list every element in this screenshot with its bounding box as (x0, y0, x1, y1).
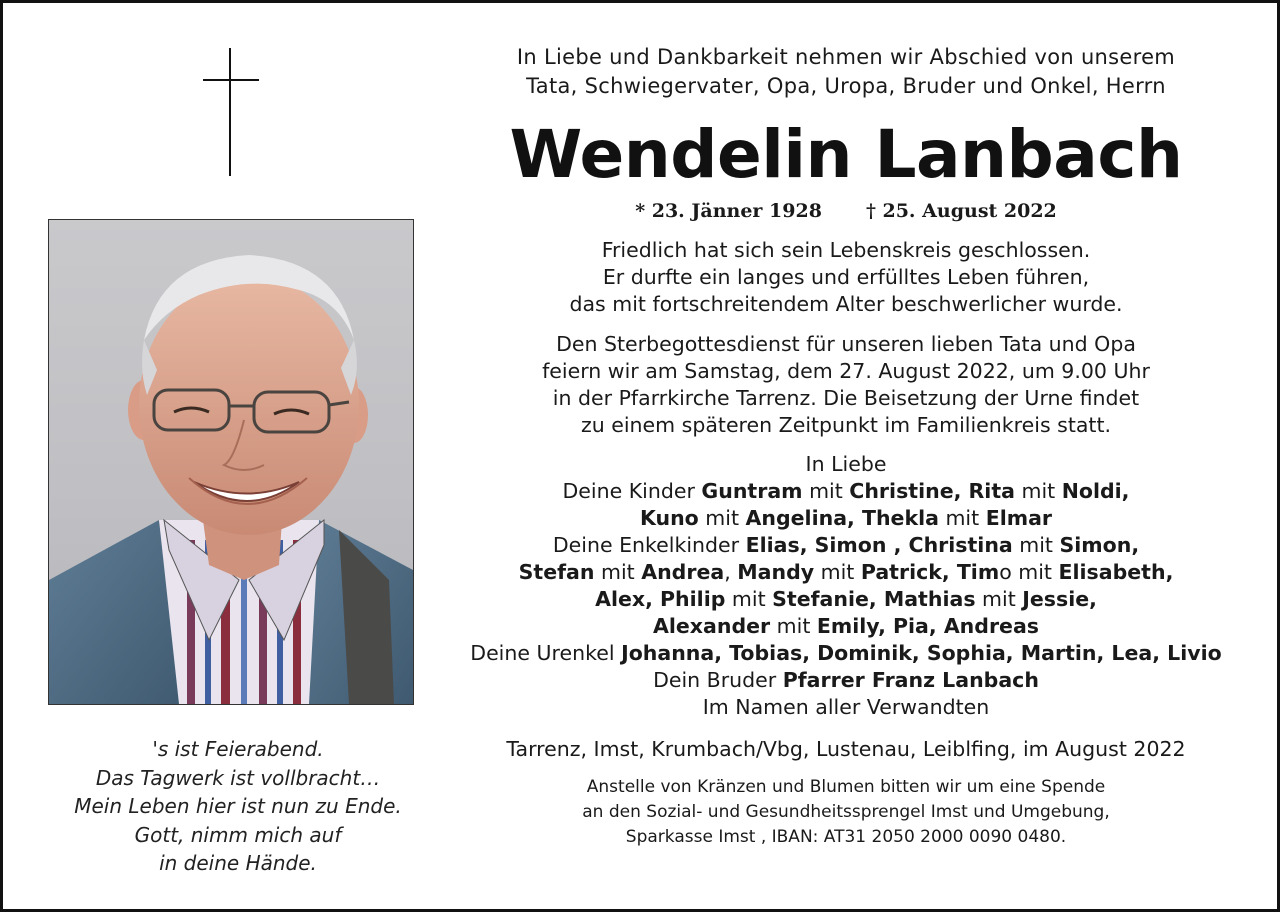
cross-icon (203, 48, 259, 176)
poem-line: in deine Hände. (159, 851, 317, 875)
poem-line: Mein Leben hier ist nun zu Ende. (74, 794, 402, 818)
paragraph-line: Friedlich hat sich sein Lebenskreis geschlossen. (601, 238, 1091, 262)
grandchildren-line: Alexander mit Emily, Pia, Andreas (653, 614, 1039, 639)
note-line: Sparkasse Imst , IBAN: AT31 2050 2000 0090 0480. (625, 827, 1067, 848)
in-liebe: In Liebe (805, 452, 887, 477)
death-date: † 25. August 2022 (865, 200, 1057, 222)
paragraph-line: feiern wir am Samstag, dem 27. August 2022, um 9.00 Uhr (542, 358, 1150, 383)
intro (443, 43, 1249, 101)
relatives-line: Im Namen aller Verwandten (702, 695, 990, 720)
paragraph-line: Er durfte ein langes und erfülltes Leben führen, (602, 265, 1090, 290)
grandchildren-line: Alex, Philip mit Stefanie, Mathias mit Jessie, (595, 587, 1097, 612)
portrait-photo (48, 219, 414, 705)
obituary-text (443, 43, 1249, 850)
paragraph-line: Den Sterbegottesdienst für unseren lieben Tata und Opa (556, 331, 1136, 356)
portrait-illustration (49, 220, 413, 704)
grandchildren-line: Deine Enkelkinder Elias, Simon , Christina mit Simon, (552, 533, 1140, 558)
donation-note (443, 775, 1249, 850)
brother-line: Dein Bruder Pfarrer Franz Lanbach (653, 668, 1039, 693)
poem-line: 's ist Feierabend. (152, 737, 324, 761)
paragraph-line: zu einem späteren Zeitpunkt im Familienkreis statt. (580, 413, 1112, 438)
family-list (443, 451, 1249, 721)
life-dates (443, 197, 1249, 225)
great-grandchildren-line: Deine Urenkel Johanna, Tobias, Dominik, Sophia, Martin, Lea, Livio (470, 641, 1222, 666)
paragraph-line: das mit fortschreitendem Alter beschwerlicher wurde. (569, 292, 1123, 317)
note-line: an den Sozial- und Gesundheitssprengel Imst und Umgebung, (582, 802, 1110, 823)
children-line: Kuno mit Angelina, Thekla mit Elmar (639, 506, 1053, 531)
paragraph-line: in der Pfarrkirche Tarrenz. Die Beisetzung der Urne findet (552, 386, 1140, 411)
note-line: Anstelle von Kränzen und Blumen bitten wir um eine Spende (586, 777, 1106, 798)
funeral-paragraph (443, 331, 1249, 440)
intro-line: Tata, Schwiegervater, Opa, Uropa, Bruder und Onkel, Herrn (526, 74, 1166, 98)
poem (33, 735, 443, 878)
deceased-name: Wendelin Lanbach (509, 116, 1183, 193)
children-line: Deine Kinder Guntram mit Christine, Rita mit Noldi, (562, 479, 1130, 504)
places-date: Tarrenz, Imst, Krumbach/Vbg, Lustenau, Leiblfing, im August 2022 (506, 737, 1186, 762)
poem-line: Das Tagwerk ist vollbracht… (95, 765, 381, 790)
intro-line: In Liebe und Dankbarkeit nehmen wir Abschied von unserem (516, 45, 1176, 69)
birth-date: * 23. Jänner 1928 (635, 200, 822, 222)
grandchildren-line: Stefan mit Andrea, Mandy mit Patrick, Timo mit Elisabeth, (518, 560, 1174, 585)
poem-line: Gott, nimm mich auf (134, 822, 342, 847)
life-paragraph (443, 237, 1249, 319)
